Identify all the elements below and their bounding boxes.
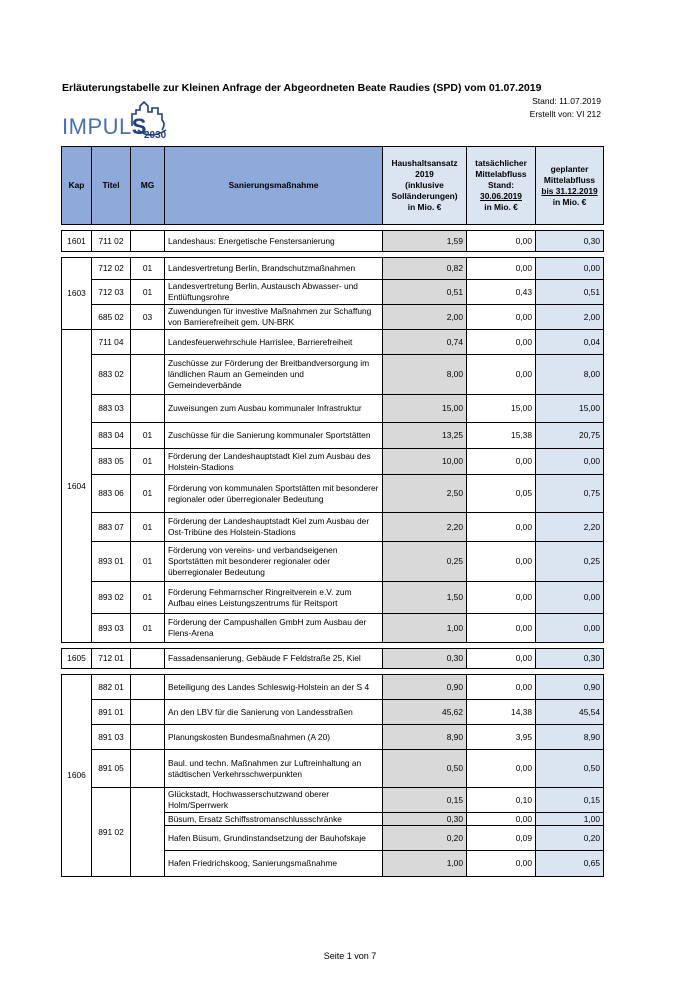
header-kap: Kap xyxy=(62,147,92,225)
table-row: 891 02 Glückstadt, Hochwasserschutzwand oberer Holm/Sperrwerk 0,15 0,10 0,15 xyxy=(62,788,604,813)
header-haushalt: Haushaltsansatz 2019 (inklusive Solländerungen) in Mio. € xyxy=(383,147,467,225)
table-row: 1601 711 02 Landeshaus: Energetische Fenstersanierung 1,59 0,00 0,30 xyxy=(62,231,604,252)
stand-date: Stand: 11.07.2019 xyxy=(532,96,601,106)
table-row: 685 02 03 Zuwendungen für investive Maßnahmen zur Schaffung von Barrierefreiheit gem. UN-BRK 2,00 0,00 2,00 xyxy=(62,305,604,330)
header-mg: MG xyxy=(131,147,165,225)
header-tatsaechlich: tatsächlicher Mittelabfluss Stand: 30.06.2019 in Mio. € xyxy=(467,147,536,225)
table-row: Hafen Büsum, Grundinstandsetzung der Bauhofskaje 0,20 0,09 0,20 xyxy=(62,826,604,851)
table-row: 1603 712 02 01 Landesvertretung Berlin, Brandschutzmaßnahmen 0,82 0,00 0,00 xyxy=(62,258,604,280)
table-row: 712 03 01 Landesvertretung Berlin, Austausch Abwasser- und Entlüftungsrohre 0,51 0,43 0,51 xyxy=(62,280,604,305)
table-row: 891 01 An den LBV für die Sanierung von Landesstraßen 45,62 14,38 45,54 xyxy=(62,700,604,725)
table-row: 883 02 Zuschüsse zur Förderung der Breitbandversorgung im ländlichen Raum an Gemeinden und Gemeindeverbände 8,00 0,00 8,00 xyxy=(62,355,604,395)
table-row: 893 01 01 Förderung von vereins- und verbandseigenen Sportstätten mit besonderer regionaler oder überregionaler Bedeutung 0,25 0,00 0,25 xyxy=(62,542,604,582)
table-row: 883 05 01 Förderung der Landeshauptstadt Kiel zum Ausbau des Holstein-Stadions 10,00 0,00 0,00 xyxy=(62,449,604,475)
table-row: 883 07 01 Förderung der Landeshauptstadt Kiel zum Ausbau der Ost-Tribüne des Holstein-Stadions 2,20 0,00 2,20 xyxy=(62,513,604,542)
table-row: Büsum, Ersatz Schiffsstromanschlussschränke 0,30 0,00 1,00 xyxy=(62,813,604,826)
table-row: 893 03 01 Förderung der Campushallen GmbH zum Ausbau der Flens-Arena 1,00 0,00 0,00 xyxy=(62,614,604,643)
table-row: 893 02 01 Förderung Fehmarnscher Ringreitverein e.V. zum Aufbau eines Leistungszentrums für Reitsport 1,50 0,00 0,00 xyxy=(62,582,604,614)
table-row: 1605 712 01 Fassadensanierung, Gebäude F Feldstraße 25, Kiel 0,30 0,00 0,30 xyxy=(62,649,604,669)
explanation-table xyxy=(61,146,604,877)
table-header-row xyxy=(62,147,604,225)
impuls-2030-logo xyxy=(62,100,192,144)
logo-year: 2030 xyxy=(144,130,167,141)
document-title: Erläuterungstabelle zur Kleinen Anfrage der Abgeordneten Beate Raudies (SPD) vom 01.07.2019 xyxy=(62,82,542,94)
page-number: Seite 1 von 7 xyxy=(323,951,377,961)
table-row: 891 05 Baul. und techn. Maßnahmen zur Luftreinhaltung an städtischen Verkehrsschwerpunkten 0,50 0,00 0,50 xyxy=(62,750,604,788)
header-titel: Titel xyxy=(92,147,131,225)
table-row: 883 03 Zuweisungen zum Ausbau kommunaler Infrastruktur 15,00 15,00 15,00 xyxy=(62,395,604,423)
header-geplant: geplanter Mittelabfluss bis 31.12.2019 in Mio. € xyxy=(536,147,604,225)
table-row: 1606 882 01 Beteiligung des Landes Schleswig-Holstein an der S 4 0,90 0,00 0,90 xyxy=(62,675,604,700)
table-row: 883 06 01 Förderung von kommunalen Sportstätten mit besonderer regionaler oder überregionaler Bedeutung 2,50 0,05 0,75 xyxy=(62,475,604,513)
logo-wordmark: IMPUL xyxy=(62,114,132,139)
header-massnahme: Sanierungsmaßnahme xyxy=(165,147,383,225)
table-row: Hafen Friedrichskoog, Sanierungsmaßnahme 1,00 0,00 0,65 xyxy=(62,851,604,877)
created-by: Erstellt von: VI 212 xyxy=(529,109,601,119)
logo-wordmark-s: S xyxy=(131,114,147,139)
table-row: 1604 711 04 Landesfeuerwehrschule Harrislee, Barrierefreiheit 0,74 0,00 0,04 xyxy=(62,330,604,355)
table-row: 883 04 01 Zuschüsse für die Sanierung kommunaler Sportstätten 13,25 15,38 20,75 xyxy=(62,423,604,449)
table-row: 891 03 Planungskosten Bundesmaßnahmen (A 20) 8,90 3,95 8,90 xyxy=(62,725,604,750)
